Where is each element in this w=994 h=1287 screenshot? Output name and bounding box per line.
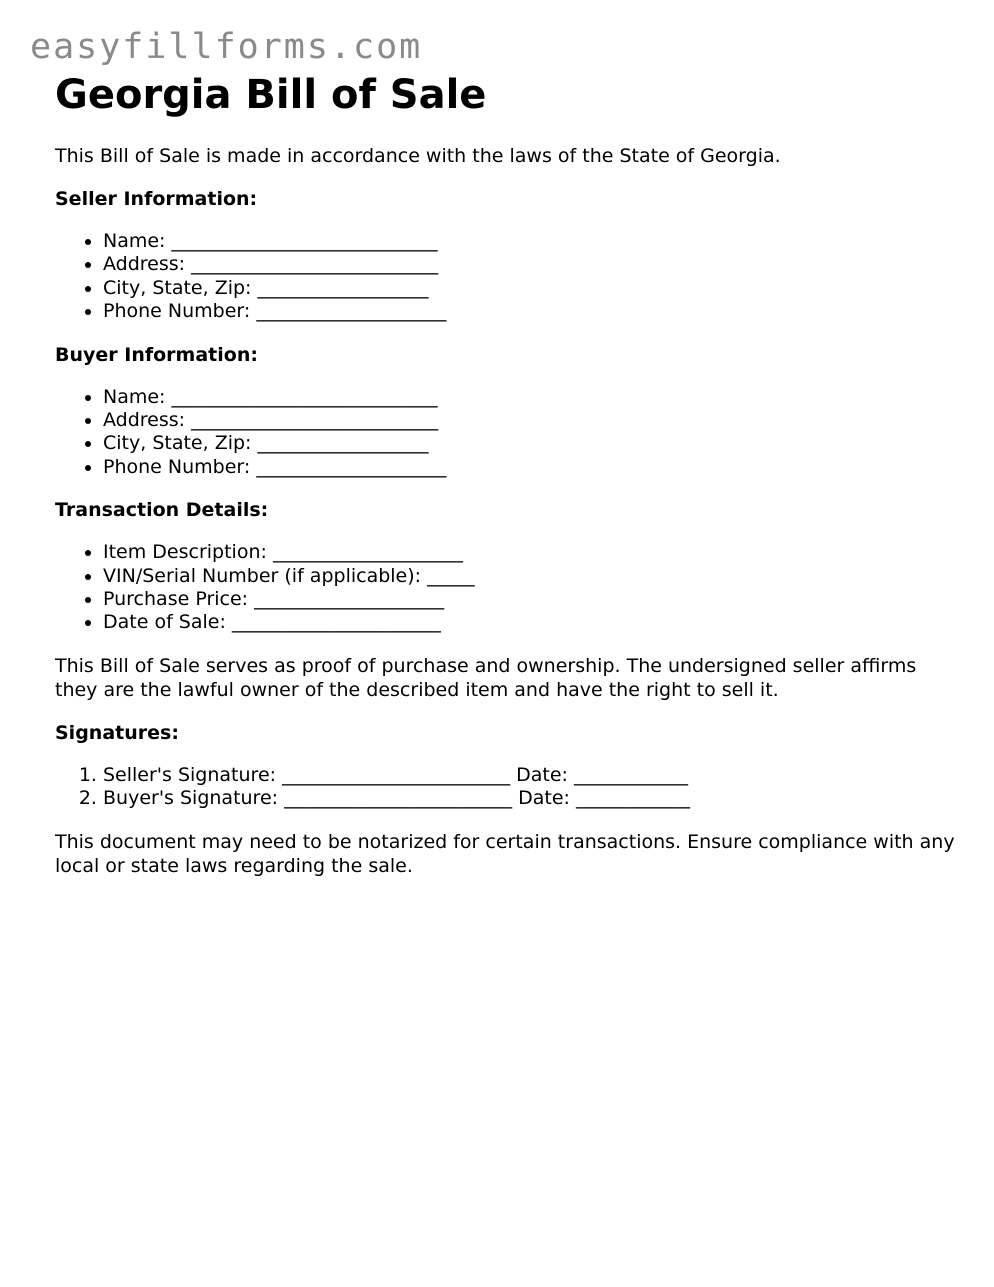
buyer-city-state-zip-field: • City, State, Zip: __________________ <box>103 432 955 455</box>
item-description-field: • Item Description: ____________________ <box>103 541 955 564</box>
buyer-address-field: • Address: __________________________ <box>103 409 955 432</box>
seller-heading: Seller Information: <box>55 188 258 210</box>
closing-paragraph: This document may need to be notarized for certain transactions. Ensure compliance with any local or state laws regarding the sale. <box>55 830 955 877</box>
buyer-fields-list <box>55 386 955 480</box>
watermark: easyfillforms.com <box>30 27 423 67</box>
document-title: Georgia Bill of Sale <box>55 72 487 118</box>
seller-fields-list <box>55 230 955 324</box>
transaction-fields-list <box>55 541 955 635</box>
buyer-phone-field: • Phone Number: ____________________ <box>103 456 955 479</box>
purchase-price-field: • Purchase Price: ____________________ <box>103 588 955 611</box>
signatures-heading: Signatures: <box>55 721 179 744</box>
vin-serial-field: • VIN/Serial Number (if applicable): _____ <box>103 565 955 588</box>
seller-phone-field: • Phone Number: ____________________ <box>103 300 955 323</box>
seller-city-state-zip-field: • City, State, Zip: __________________ <box>103 277 955 300</box>
buyer-signature-line: 2. Buyer's Signature: ________________________ Date: ____________ <box>103 787 955 810</box>
proof-paragraph: This Bill of Sale serves as proof of purchase and ownership. The undersigned seller affirms they are the lawful owner of the described item and have the right to sell it. <box>55 654 917 701</box>
buyer-name-field: • Name: ____________________________ <box>103 386 955 409</box>
seller-name-field: • Name: ____________________________ <box>103 230 955 253</box>
transaction-heading: Transaction Details: <box>55 499 269 522</box>
intro-paragraph: This Bill of Sale is made in accordance with the laws of the State of Georgia. <box>55 145 781 167</box>
buyer-heading: Buyer Information: <box>55 343 258 366</box>
date-of-sale-field: • Date of Sale: ______________________ <box>103 611 955 634</box>
seller-signature-line: 1. Seller's Signature: ________________________ Date: ____________ <box>103 764 955 787</box>
seller-address-field: • Address: __________________________ <box>103 253 955 276</box>
signatures-list <box>55 764 955 811</box>
document-body <box>55 72 955 878</box>
